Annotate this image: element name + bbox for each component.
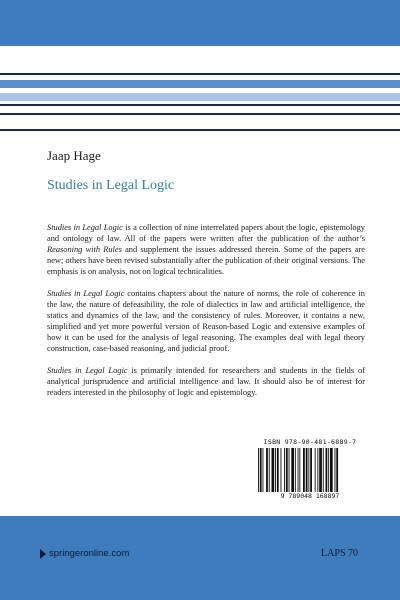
isbn-barcode: [254, 438, 366, 502]
decorative-stripe: [0, 129, 400, 131]
top-color-band: [0, 0, 400, 46]
isbn-label: ISBN 978-90-481-6889-7: [263, 438, 357, 446]
barcode-icon: [258, 448, 362, 492]
blurb-paragraph: Studies in Legal Logic is primarily intended for researchers and students in the fields of analytical jurisprudence and artificial intelligence and law. It should also be of interest for readers interested in the philosophy of logic and epistemology.: [47, 366, 365, 397]
decorative-stripe: [0, 93, 400, 101]
publisher-link[interactable]: [40, 548, 129, 559]
decorative-stripe: [0, 104, 400, 106]
author-name: Jaap Hage: [47, 148, 101, 163]
decorative-stripe: [0, 113, 400, 115]
blurb-paragraph: Studies in Legal Logic contains chapters about the nature of norms, the role of coherence in the law, the nature of defeasibility, the role of dialectics in law and artificial intelligence, the statics and dynamics of the law, and the consistency of rules. Moreover, it contains a new, simplified and yet more powerful version of Reason-based Logic and extensive examples of how it can be used for the analysis of legal reasoning. The examples deal with legal theory construction, case-based reasoning, and judicial proof.: [47, 289, 365, 353]
blurb-paragraph: Studies in Legal Logic is a collection of nine interrelated papers about the logic, epistemology and ontology of law. All of the papers were written after the publication of the author’s Reasoning with Rules and supplement the issues addressed therein. Some of the papers are new; others have been revised substantially after the publication of their original versions. The emphasis is on analysis, not on logical technicalities.: [47, 223, 365, 276]
blurb-text: [47, 222, 365, 409]
decorative-stripe: [0, 73, 400, 75]
barcode-digits: 9 789048 168897: [280, 492, 340, 500]
decorative-stripe: [0, 80, 400, 88]
book-title: Studies in Legal Logic: [47, 178, 175, 193]
arrow-right-icon: [40, 549, 46, 559]
series-number: LAPS 70: [321, 548, 358, 559]
publisher-url: springeronline.com: [49, 548, 130, 559]
